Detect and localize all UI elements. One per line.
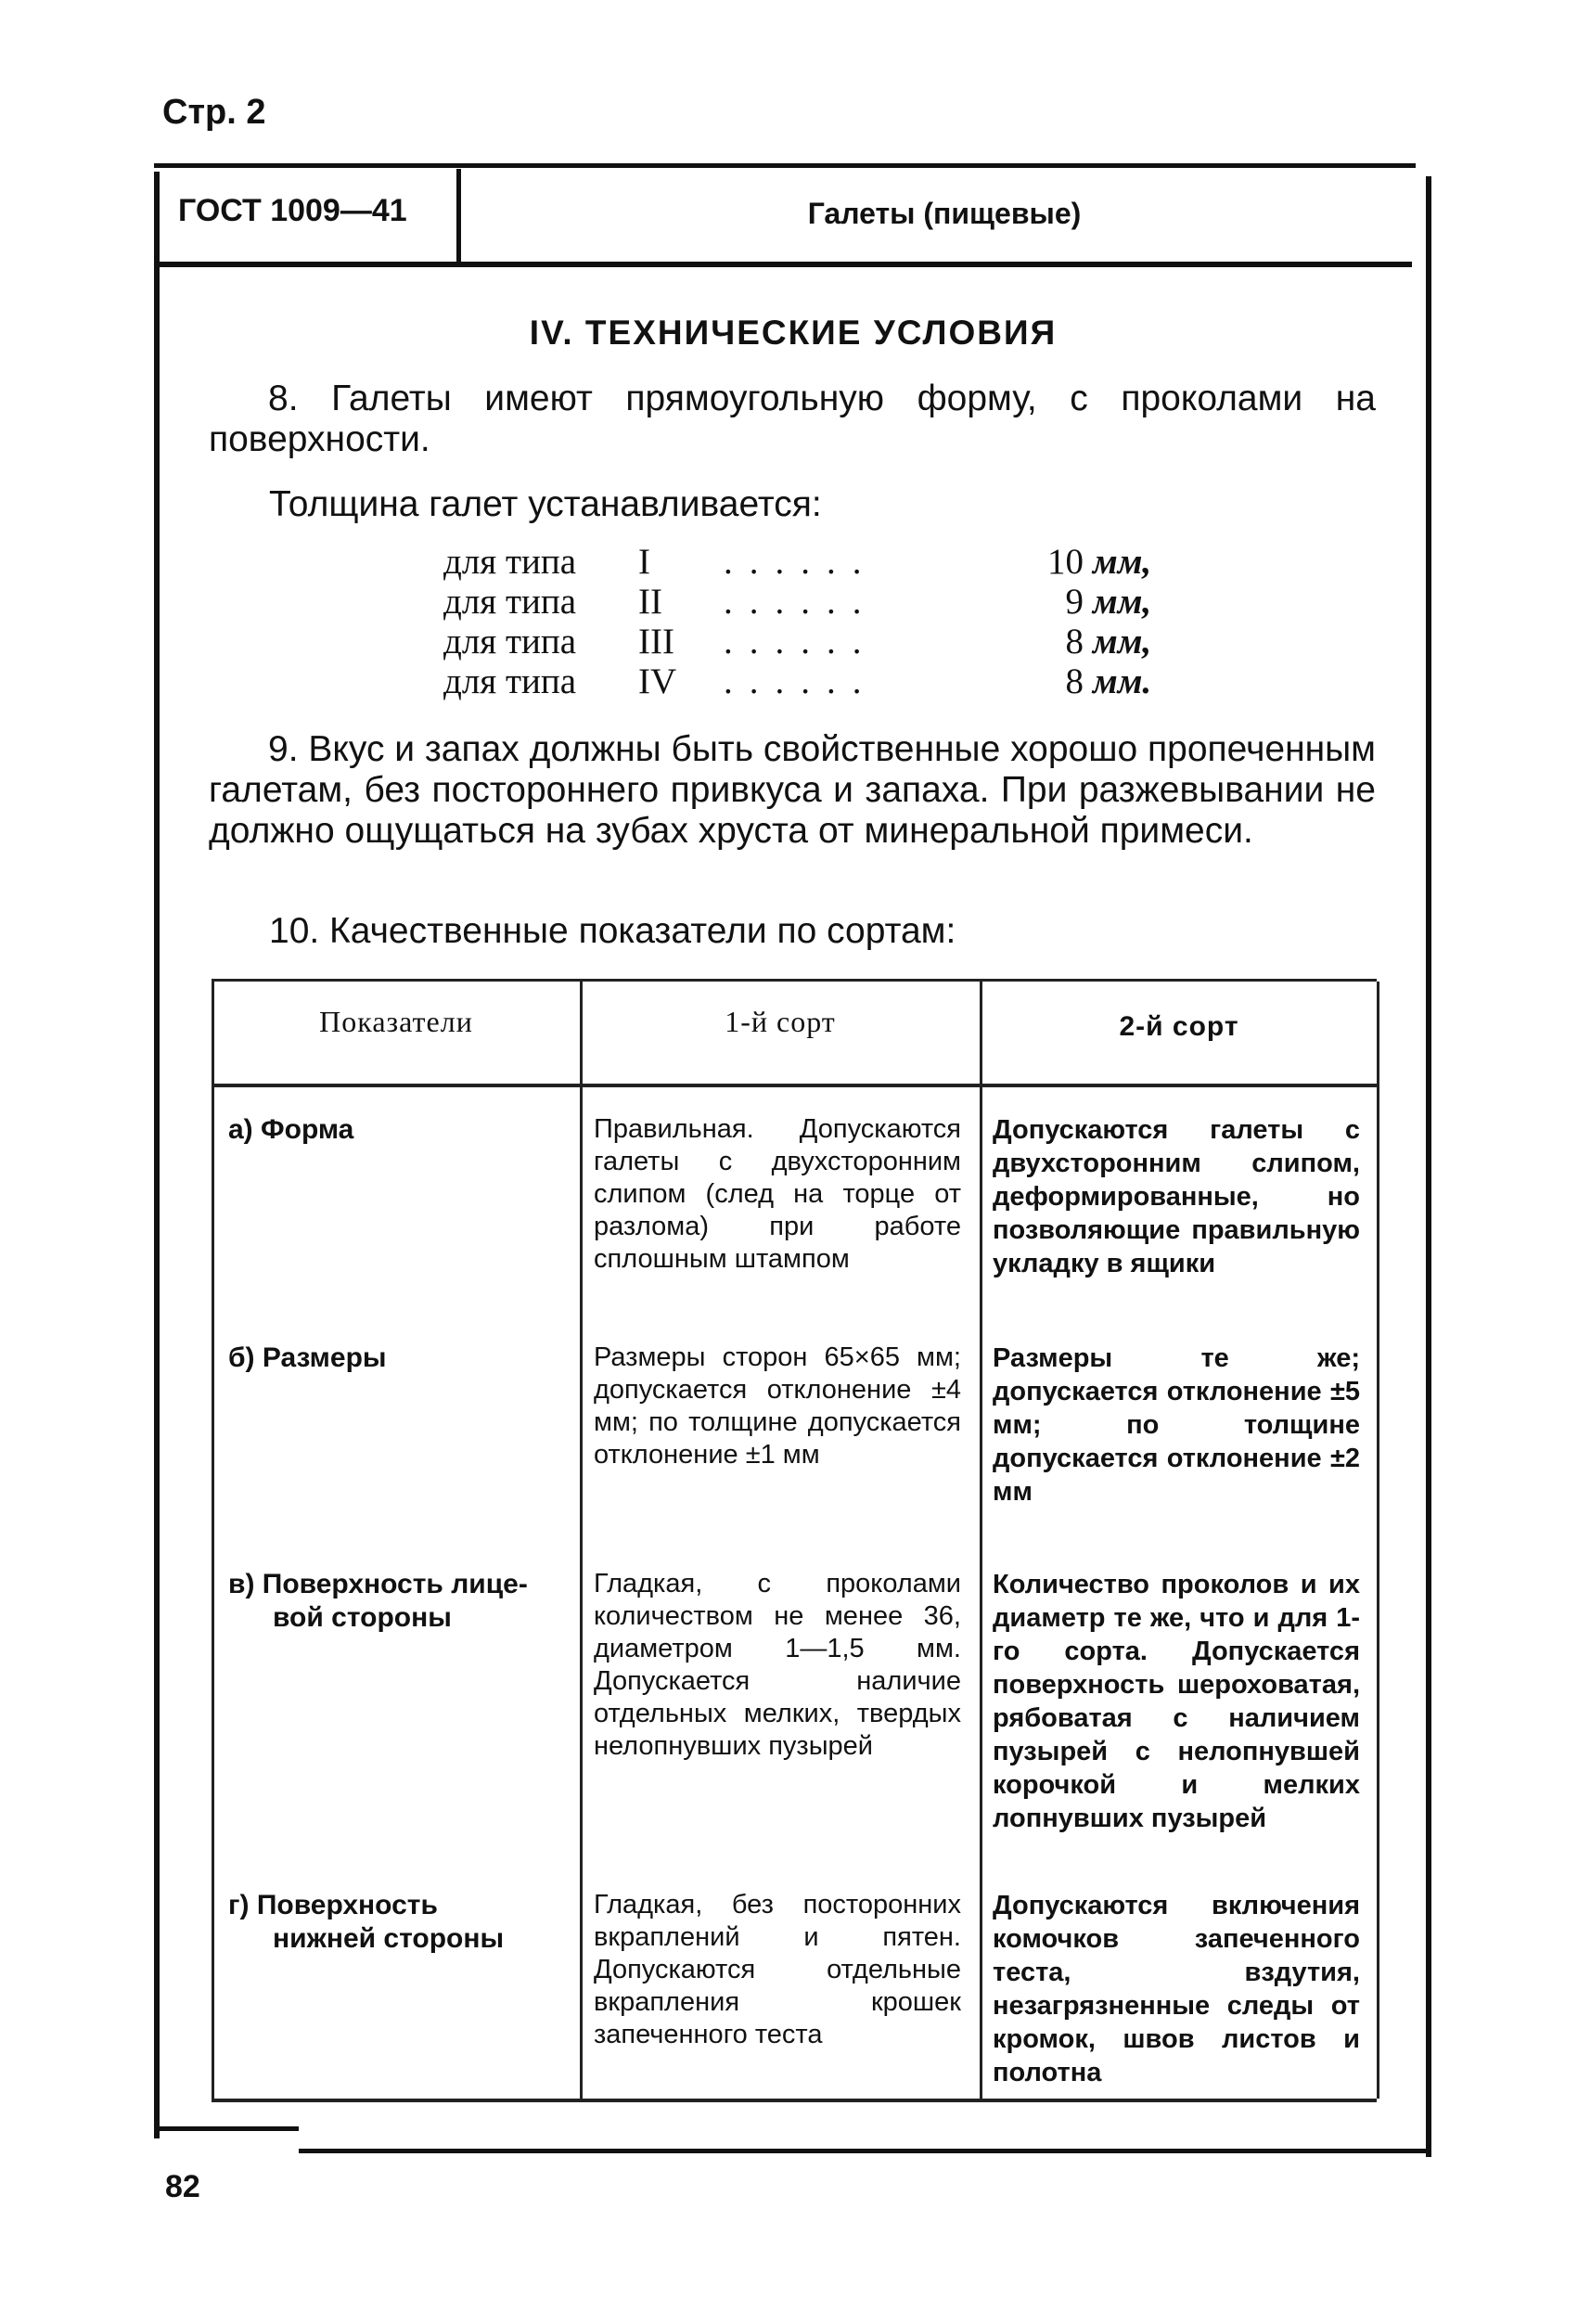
thickness-leader-dots: ...... <box>724 542 879 582</box>
thickness-label: для типа <box>443 661 577 701</box>
page-number: 82 <box>165 2169 200 2204</box>
thickness-type: IV <box>638 661 677 701</box>
cell-top-surface-grade-2: Количество проколов и их диаметр те же, что и для 1-го сорта. Допускается поверхность шероховатая, рябоватая с наличием пузырей с нелопнувшей корочкой и мелких лопнувших пузырей <box>993 1570 1360 1833</box>
thickness-type: II <box>638 582 662 622</box>
row-label-text-continued: вой стороны <box>273 1602 452 1633</box>
bottom-rule-short <box>160 2126 299 2131</box>
thickness-value: 9 <box>1065 582 1084 622</box>
thickness-row <box>443 582 1152 622</box>
thickness-leader-dots: ...... <box>724 622 879 661</box>
header-rule <box>160 262 1412 267</box>
frame-left-border <box>154 172 160 2138</box>
frame-right-border <box>1426 176 1431 2157</box>
section-title: IV. ТЕХНИЧЕСКИЕ УСЛОВИЯ <box>529 314 1058 352</box>
cell-shape-grade-2: Допускаются галеты с двухсторонним слипом, деформированные, но позволяющие правильную укладку в ящики <box>993 1115 1360 1278</box>
header-divider <box>456 169 461 262</box>
thickness-unit: мм, <box>1093 582 1152 622</box>
thickness-label: для типа <box>443 542 577 582</box>
table-column-rule <box>212 982 214 2099</box>
table-column-rule <box>1377 982 1379 2099</box>
thickness-leader-dots: ...... <box>724 582 879 622</box>
row-label-text: б) Размеры <box>228 1342 387 1373</box>
thickness-unit: мм, <box>1093 542 1152 582</box>
cell-shape-grade-1: Правильная. Допускаются галеты с двухсторонним слипом (след на торце от разлома) при работе сплошным штампом <box>594 1114 961 1274</box>
thickness-value: 8 <box>1065 661 1084 701</box>
table-header-grade-2: 2-й сорт <box>1119 1011 1239 1042</box>
bottom-rule <box>299 2149 1430 2153</box>
row-label-dimensions <box>228 1342 571 1375</box>
row-label-text: в) Поверхность лице- <box>228 1569 528 1599</box>
thickness-unit: мм, <box>1093 622 1152 661</box>
document-title: Галеты (пищевые) <box>807 197 1082 230</box>
thickness-list <box>443 542 1152 701</box>
top-rule <box>154 163 1416 168</box>
thickness-label: для типа <box>443 622 577 661</box>
row-label-text: а) Форма <box>228 1114 354 1145</box>
thickness-row <box>443 661 1152 701</box>
thickness-value: 10 <box>1047 542 1084 582</box>
cell-dimensions-grade-1: Размеры сторон 65×65 мм; допускается отклонение ±4 мм; по толщине допускается отклонение ±1 мм <box>594 1342 961 1470</box>
thickness-unit: мм. <box>1093 661 1152 701</box>
thickness-intro: Толщина галет устанавливается: <box>269 484 822 524</box>
cell-top-surface-grade-1: Гладкая, с проколами количеством не менее 36, диаметром 1—1,5 мм. Допускается наличие отдельных мелких, твердых нелопнувших пузырей <box>594 1569 961 1761</box>
table-bottom-rule <box>212 2099 1377 2102</box>
cell-bottom-surface-grade-2: Допускаются включения комочков запеченного теста, вздутия, незагрязненные следы от кромок, швов листов и полотна <box>993 1891 1360 2087</box>
table-column-rule <box>980 982 982 2099</box>
table-header-grade-1: 1-й сорт <box>725 1005 836 1038</box>
thickness-type: I <box>638 542 650 582</box>
row-label-bottom-surface <box>228 1889 571 1956</box>
table-column-rule <box>580 982 583 2099</box>
thickness-type: III <box>638 622 674 661</box>
row-label-shape <box>228 1113 571 1147</box>
page-label: Стр. 2 <box>162 93 266 132</box>
row-label-text: г) Поверхность <box>228 1890 438 1920</box>
thickness-value: 8 <box>1065 622 1084 661</box>
gost-code: ГОСТ 1009—41 <box>178 193 407 228</box>
thickness-row <box>443 542 1152 582</box>
table-top-rule <box>212 979 1377 982</box>
row-label-text-continued: нижней стороны <box>273 1923 505 1954</box>
thickness-label: для типа <box>443 582 577 622</box>
paragraph-9: 9. Вкус и запах должны быть свойственные хорошо пропеченным галетам, без постороннего привкуса и запаха. При разжевывании не должно ощущаться на зубах хруста от минеральной примеси. <box>209 729 1376 851</box>
table-header-indicators: Показатели <box>319 1005 473 1038</box>
paragraph-10: 10. Качественные показатели по сортам: <box>269 911 956 951</box>
thickness-leader-dots: ...... <box>724 661 879 701</box>
row-label-top-surface <box>228 1568 571 1635</box>
table-header-rule <box>212 1084 1377 1087</box>
cell-dimensions-grade-2: Размеры те же; допускается отклонение ±5 мм; по толщине допускается отклонение ±2 мм <box>993 1343 1360 1507</box>
paragraph-8: 8. Галеты имеют прямоугольную форму, с проколами на поверхности. <box>209 379 1376 459</box>
cell-bottom-surface-grade-1: Гладкая, без посторонних вкраплений и пятен. Допускаются отдельные вкрапления крошек запеченного теста <box>594 1890 961 2049</box>
thickness-row <box>443 622 1152 661</box>
